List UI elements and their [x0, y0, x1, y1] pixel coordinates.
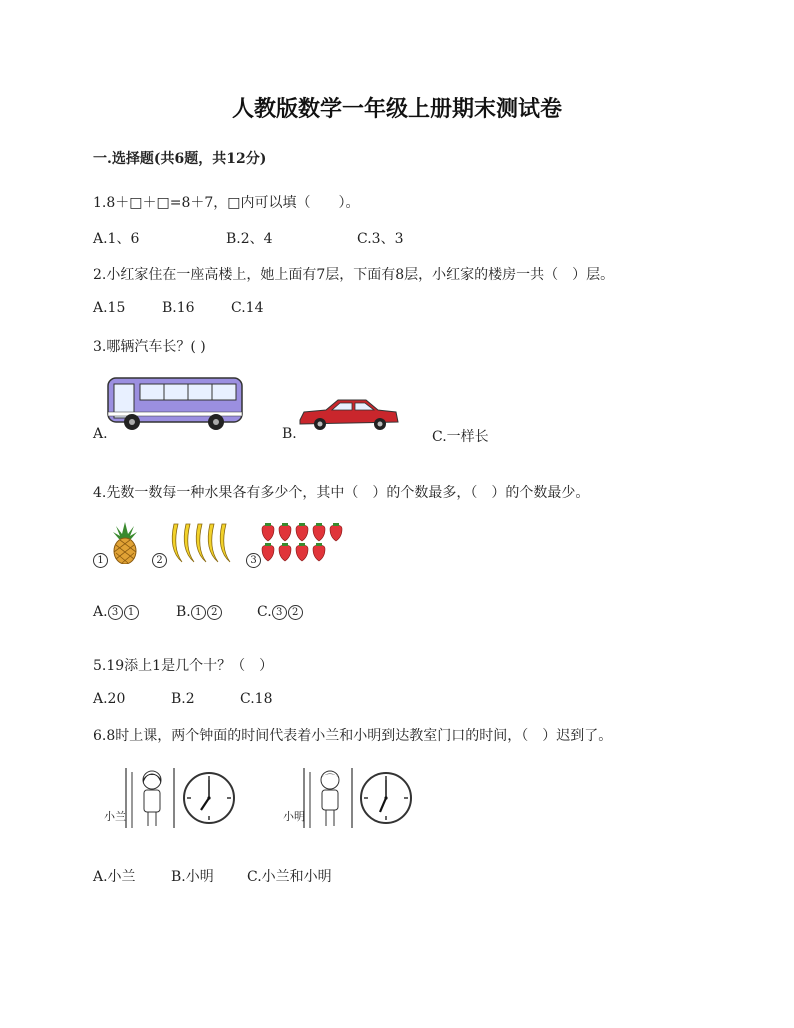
q5-option-c[interactable]: C.18: [240, 691, 273, 707]
q4-option-b-second: 2: [207, 605, 222, 620]
name-xiaolan: 小兰: [104, 810, 126, 823]
q4-option-c[interactable]: [257, 604, 304, 620]
q4-option-a-first: 3: [108, 605, 123, 620]
q5-option-b[interactable]: B.2: [171, 691, 195, 707]
question-4-stem: 4.先数一数每一种水果各有多少个，其中（ ）的个数最多，（ ）的个数最少。: [93, 485, 590, 501]
q2-option-b[interactable]: B.16: [162, 300, 195, 316]
q4-option-c-first: 3: [272, 605, 287, 620]
q4-option-a-prefix: A.: [93, 604, 108, 620]
clock-xiaolan-icon: [181, 770, 237, 826]
boy-at-door-image: [300, 766, 356, 830]
fruit-1-number: 1: [93, 553, 108, 568]
page-title: 人教版数学一年级上册期末测试卷: [231, 96, 562, 122]
section-heading: 一.选择题(共6题，共12分): [93, 151, 267, 167]
q2-option-a[interactable]: A.15: [93, 300, 126, 316]
question-3-stem: 3.哪辆汽车长？( ): [93, 339, 206, 355]
question-5-stem: 5.19添上1是几个十？（ ）: [93, 658, 274, 674]
car-image: [296, 396, 400, 432]
question-2-stem: 2.小红家住在一座高楼上，她上面有7层，下面有8层，小红家的楼房一共（ ）层。: [93, 267, 615, 283]
q1-option-a[interactable]: A.1、6: [93, 231, 140, 247]
clock-xiaoming-icon: [358, 770, 414, 826]
q3-option-a[interactable]: A.: [93, 426, 108, 442]
bus-image: [104, 372, 246, 434]
name-xiaoming: 小明: [283, 810, 305, 823]
q4-option-b-prefix: B.: [176, 604, 191, 620]
q6-option-a[interactable]: A.小兰: [93, 869, 136, 885]
strawberries-image: [260, 523, 350, 567]
q4-option-a[interactable]: [93, 604, 140, 620]
q5-option-a[interactable]: A.20: [93, 691, 126, 707]
question-6-stem: 6.8时上课，两个钟面的时间代表着小兰和小明到达教室门口的时间，（ ）迟到了。: [93, 728, 613, 744]
girl-at-door-image: [122, 766, 178, 830]
q4-option-b[interactable]: [176, 604, 223, 620]
q4-option-a-second: 1: [124, 605, 139, 620]
q2-option-c[interactable]: C.14: [231, 300, 264, 316]
q4-option-c-second: 2: [288, 605, 303, 620]
q1-option-c[interactable]: C.3、3: [357, 231, 404, 247]
q6-option-b[interactable]: B.小明: [171, 869, 214, 885]
q6-option-c[interactable]: C.小兰和小明: [247, 869, 332, 885]
q4-option-b-first: 1: [191, 605, 206, 620]
q3-option-c[interactable]: C.一样长: [432, 429, 489, 445]
pineapple-image: [110, 520, 140, 564]
bananas-image: [166, 520, 236, 566]
q4-option-c-prefix: C.: [257, 604, 272, 620]
fruit-2-number: 2: [152, 553, 167, 568]
fruit-3-number: 3: [246, 553, 261, 568]
q3-option-b[interactable]: B.: [282, 426, 297, 442]
q1-option-b[interactable]: B.2、4: [226, 231, 273, 247]
question-1-stem: 1.8＋□＋□=8＋7，□内可以填（ ）。: [93, 195, 360, 211]
